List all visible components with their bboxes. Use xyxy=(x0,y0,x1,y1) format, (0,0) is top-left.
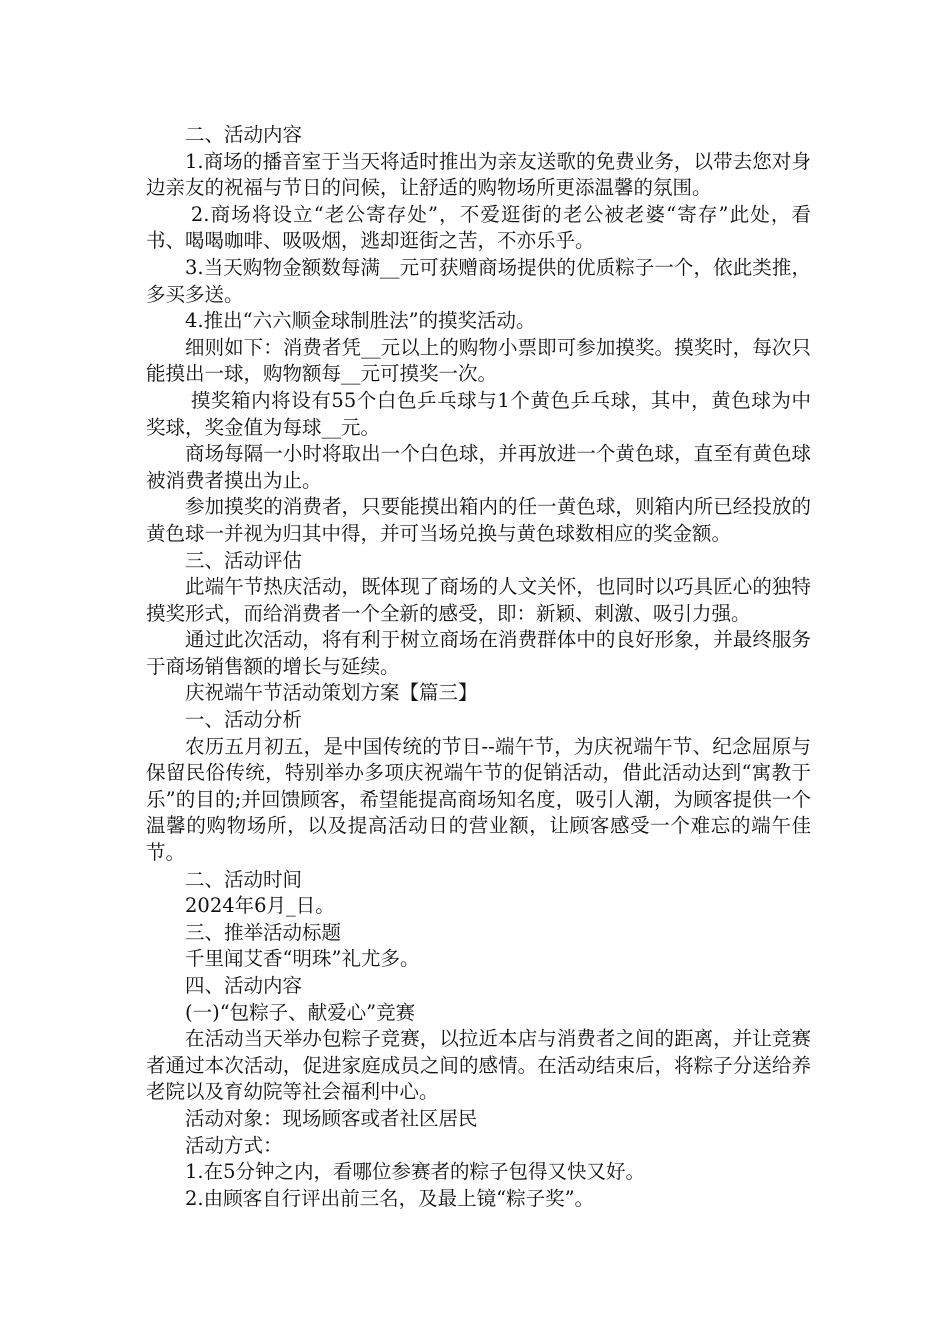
section-heading: 二、活动时间 xyxy=(185,867,303,891)
paragraph: 农历五月初五，是中国传统的节日--端午节，为庆祝端午节、纪念屈原与保留民俗传统，特别举办多项庆祝端午节的促销活动，借此活动达到“寓教于乐”的目的;并回馈顾客，希望能提高商场知名度，吸引人潮，为顾客提供一个温馨的购物场所，以及提高活动日的营业额，让顾客感受一个难忘的端午佳节。 xyxy=(146,734,811,865)
paragraph: 通过此次活动，将有利于树立商场在消费群体中的良好形象，并最终服务于商场销售额的增长与延续。 xyxy=(146,628,811,678)
document-subtitle: 庆祝端午节活动策划方案【篇三】 xyxy=(185,681,478,705)
paragraph: 1.在5分钟之内，看哪位参赛者的粽子包得又快又好。 xyxy=(185,1160,646,1184)
paragraph: 2.由顾客自行评出前三名，及最上镜“粽子奖”。 xyxy=(185,1186,595,1210)
paragraph: 3.当天购物金额数每满__元可获赠商场提供的优质粽子一个，依此类推，多买多送。 xyxy=(146,255,811,306)
section-heading: 一、活动分析 xyxy=(185,708,303,732)
paragraph: 2024年6月_日。 xyxy=(185,894,335,918)
section-heading: 三、推举活动标题 xyxy=(185,920,342,944)
paragraph: 参加摸奖的消费者，只要能摸出箱内的任一黄色球，则箱内所已经投放的黄色球一并视为归其中得，并可当场兑换与黄色球数相应的奖金额。 xyxy=(146,495,811,545)
document-body xyxy=(146,122,811,1212)
paragraph: 4.推出“六六顺金球制胜法”的摸奖活动。 xyxy=(185,309,536,333)
paragraph: 在活动当天举办包粽子竞赛，以拉近本店与消费者之间的距离，并让竞赛者通过本次活动，促进家庭成员之间的感情。在活动结束后，将粽子分送给养老院以及育幼院等社会福利中心。 xyxy=(146,1027,811,1104)
paragraph: 活动对象：现场顾客或者社区居民 xyxy=(185,1106,478,1130)
subsection-heading: (一)“包粽子、献爱心”竞赛 xyxy=(185,1000,416,1024)
section-heading: 二、活动内容 xyxy=(185,123,303,146)
paragraph: 千里闻艾香“明珠”礼尤多。 xyxy=(185,947,420,971)
paragraph: 此端午节热庆活动，既体现了商场的人文关怀，也同时以巧具匠心的独特摸奖形式，而给消费者一个全新的感受，即：新颖、刺激、吸引力强。 xyxy=(146,575,811,625)
paragraph: 细则如下：消费者凭__元以上的购物小票即可参加摸奖。摸奖时，每次只能摸出一球，购物额每__元可摸奖一次。 xyxy=(146,335,811,386)
section-heading: 三、活动评估 xyxy=(185,548,303,572)
paragraph: 摸奖箱内将设有55个白色乒乓球与1个黄色乒乓球，其中，黄色球为中奖球，奖金值为每球__元。 xyxy=(146,388,811,439)
paragraph: 商场每隔一小时将取出一个白色球，并再放进一个黄色球，直至有黄色球被消费者摸出为止。 xyxy=(146,442,811,492)
paragraph: 活动方式： xyxy=(185,1133,283,1157)
paragraph: 1.商场的播音室于当天将适时推出为亲友送歌的免费业务，以带去您对身边亲友的祝福与节日的问候，让舒适的购物场所更添温馨的氛围。 xyxy=(146,149,811,200)
paragraph: 2.商场将设立“老公寄存处”，不爱逛街的老公被老婆“寄存”此处，看书、喝喝咖啡、吸吸烟，逃却逛街之苦，不亦乐乎。 xyxy=(146,202,811,253)
section-heading: 四、活动内容 xyxy=(185,974,303,997)
